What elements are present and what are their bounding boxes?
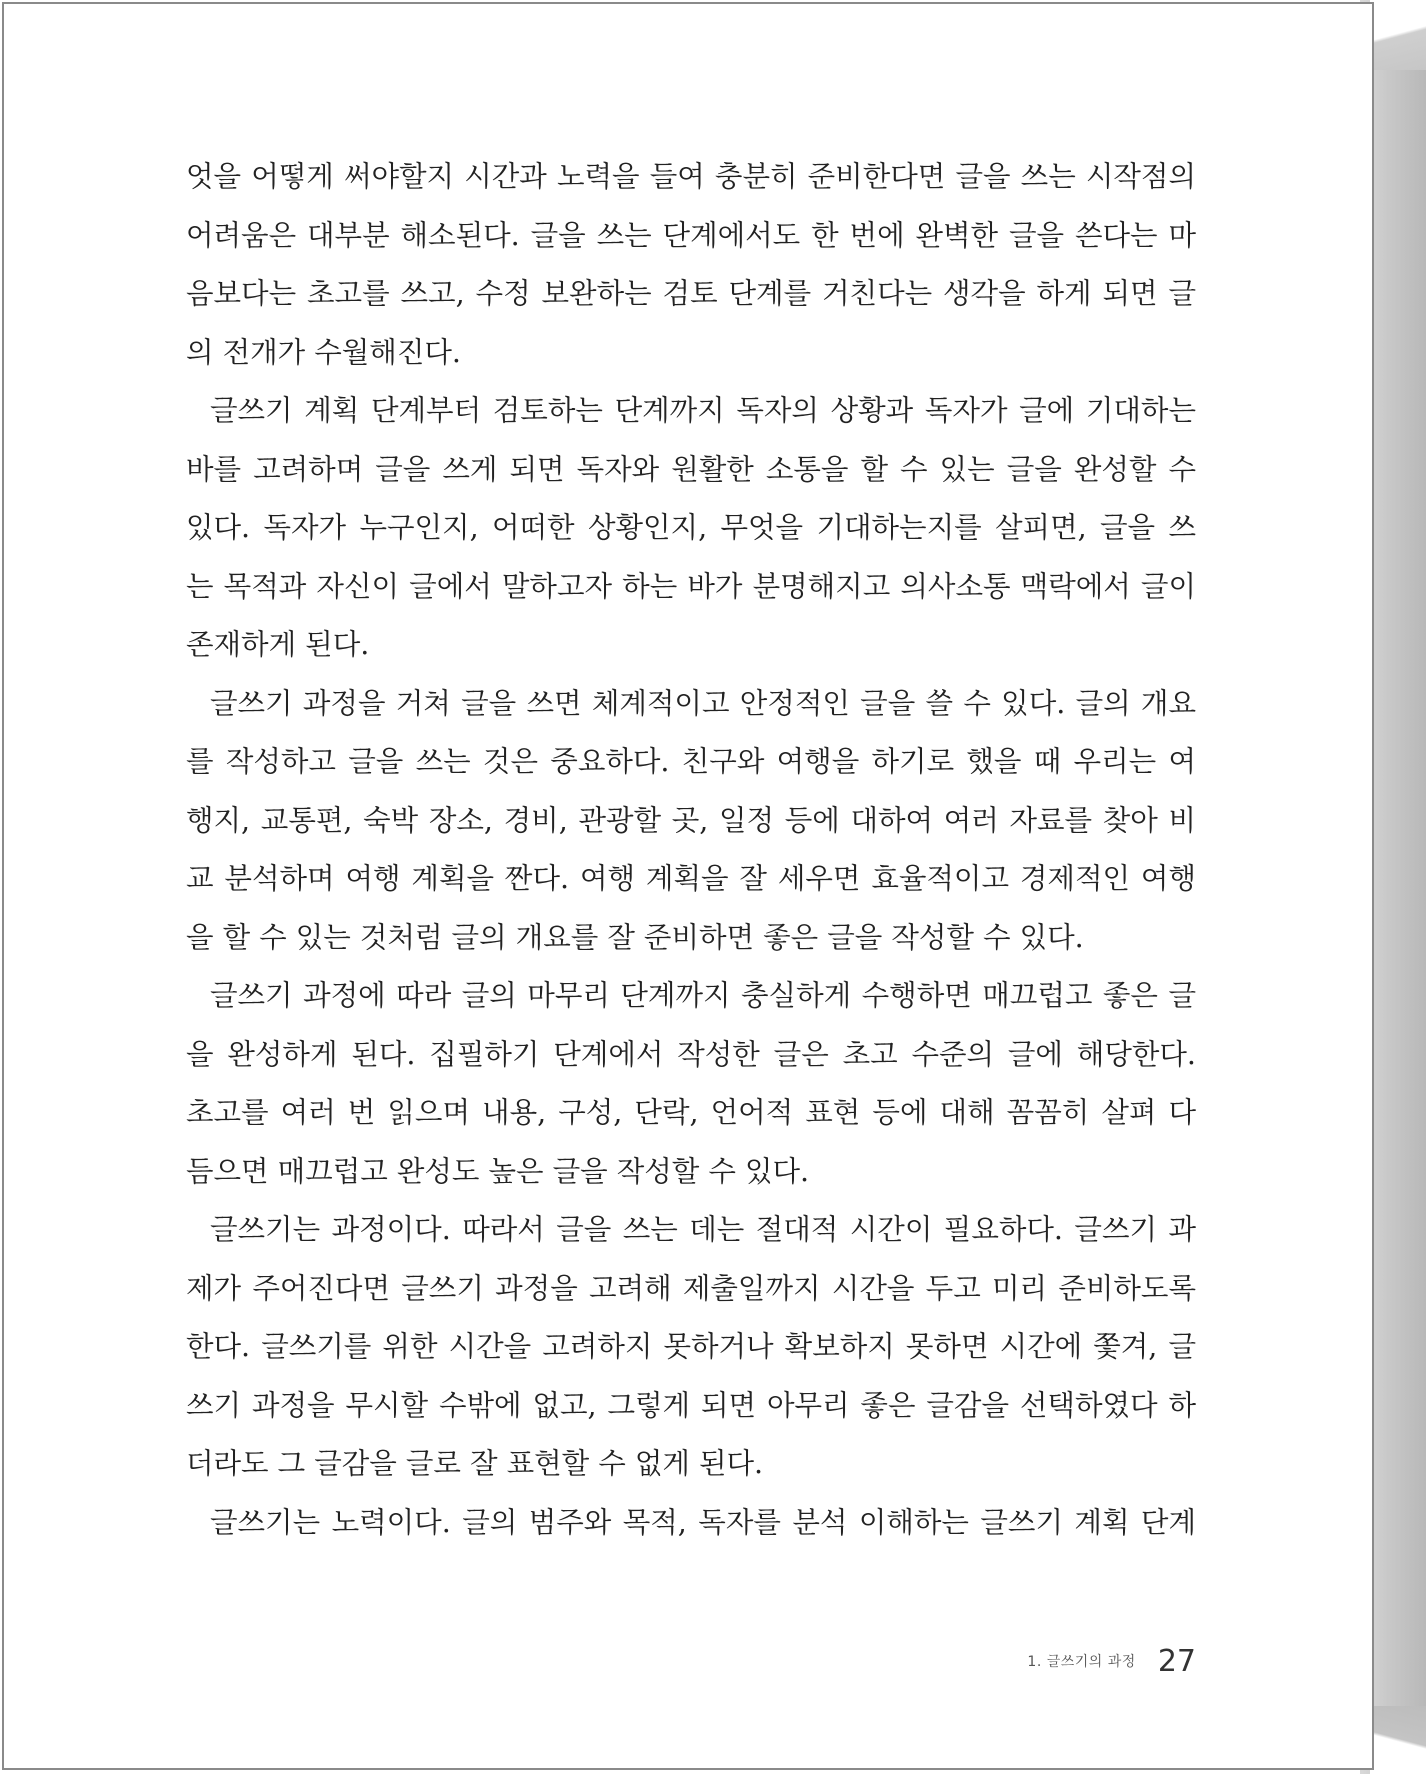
page <box>2 2 1374 1770</box>
page-number: 27 <box>1157 1643 1196 1679</box>
text-line: 쓰기 과정을 무시할 수밖에 없고, 그렇게 되면 아무리 좋은 글감을 선택하였다 하 <box>186 1388 1196 1422</box>
page-footer <box>964 1636 1196 1686</box>
book-edge-bottom-corner <box>1370 1706 1426 1774</box>
body-text <box>186 152 1196 1556</box>
text-line: 행지, 교통편, 숙박 장소, 경비, 관광할 곳, 일정 등에 대하여 여러 자료를 찾아 비 <box>186 803 1196 837</box>
text-line: 을 할 수 있는 것처럼 글의 개요를 잘 준비하면 좋은 글을 작성할 수 있다. <box>186 920 1084 954</box>
text-line: 듬으면 매끄럽고 완성도 높은 글을 작성할 수 있다. <box>186 1154 810 1188</box>
text-line: 초고를 여러 번 읽으며 내용, 구성, 단락, 언어적 표현 등에 대해 꼼꼼히 살펴 다 <box>186 1096 1196 1129</box>
text-line: 을 완성하게 된다. 집필하기 단계에서 작성한 글은 초고 수준의 글에 해당한다. <box>186 1037 1196 1071</box>
text-line: 글쓰기 과정에 따라 글의 마무리 단계까지 충실하게 수행하면 매끄럽고 좋은 글 <box>210 979 1196 1012</box>
text-line: 한다. 글쓰기를 위한 시간을 고려하지 못하거나 확보하지 못하면 시간에 쫓겨, 글 <box>186 1330 1196 1363</box>
text-line: 는 목적과 자신이 글에서 말하고자 하는 바가 분명해지고 의사소통 맥락에서 글이 <box>186 569 1196 603</box>
text-line: 를 작성하고 글을 쓰는 것은 중요하다. 친구와 여행을 하기로 했을 때 우리는 여 <box>186 745 1196 778</box>
text-line: 존재하게 된다. <box>186 628 370 661</box>
text-line: 엇을 어떻게 써야할지 시간과 노력을 들여 충분히 준비한다면 글을 쓰는 시작점의 <box>186 160 1196 193</box>
running-footer-chapter: 1. 글쓰기의 과정 <box>1027 1654 1136 1670</box>
text-line: 글쓰기는 과정이다. 따라서 글을 쓰는 데는 절대적 시간이 필요하다. 글쓰기 과 <box>210 1213 1196 1246</box>
text-line: 음보다는 초고를 쓰고, 수정 보완하는 검토 단계를 거친다는 생각을 하게 되면 글 <box>186 277 1196 310</box>
text-line: 더라도 그 글감을 글로 잘 표현할 수 없게 된다. <box>186 1447 764 1480</box>
text-line: 글쓰기는 노력이다. 글의 범주와 목적, 독자를 분석 이해하는 글쓰기 계획 단계 <box>210 1505 1196 1539</box>
text-line: 글쓰기 계획 단계부터 검토하는 단계까지 독자의 상황과 독자가 글에 기대하는 <box>210 394 1196 427</box>
text-line: 바를 고려하며 글을 쓰게 되면 독자와 원활한 소통을 할 수 있는 글을 완성할 수 <box>186 452 1196 486</box>
text-line: 글쓰기 과정을 거쳐 글을 쓰면 체계적이고 안정적인 글을 쓸 수 있다. 글의 개요 <box>210 686 1196 720</box>
text-line: 교 분석하며 여행 계획을 짠다. 여행 계획을 잘 세우면 효율적이고 경제적인 여행 <box>186 862 1196 895</box>
text-line: 어려움은 대부분 해소된다. 글을 쓰는 단계에서도 한 번에 완벽한 글을 쓴다는 마 <box>186 218 1196 252</box>
book-edge-top-corner <box>1370 0 1426 70</box>
text-line: 제가 주어진다면 글쓰기 과정을 고려해 제출일까지 시간을 두고 미리 준비하도록 <box>186 1271 1196 1305</box>
text-line: 의 전개가 수월해진다. <box>186 335 461 369</box>
text-line: 있다. 독자가 누구인지, 어떠한 상황인지, 무엇을 기대하는지를 살피면, 글을 쓰 <box>186 511 1196 544</box>
